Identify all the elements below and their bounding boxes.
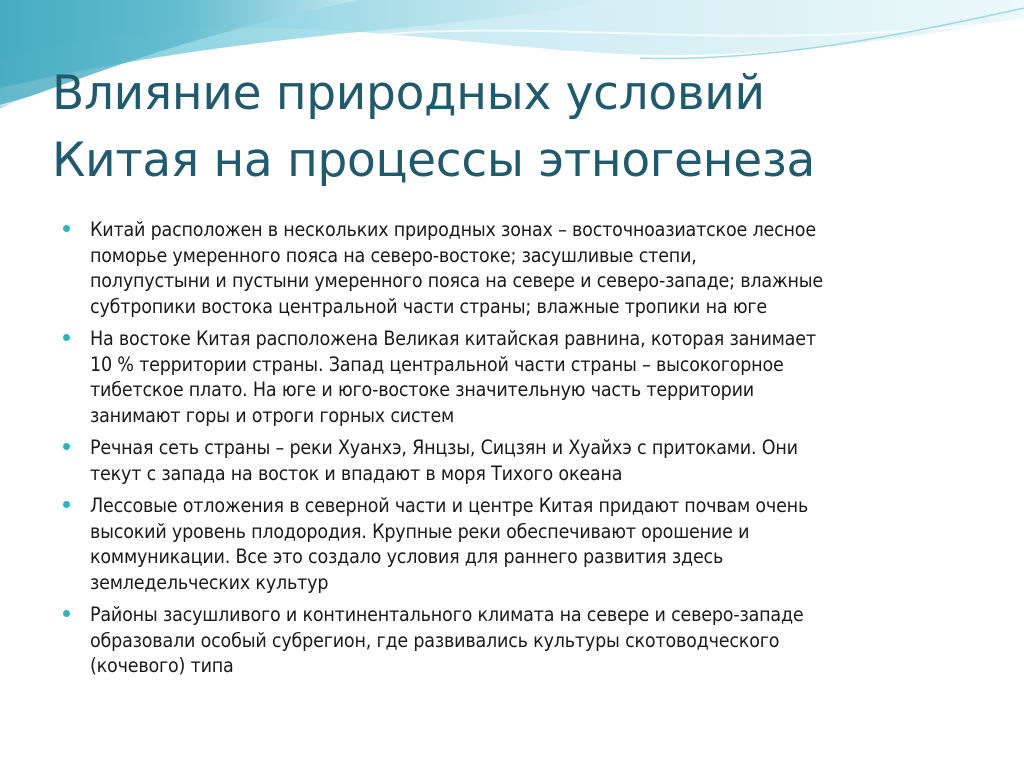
bullet-line: Лессовые отложения в северной части и центре Китая придают почвам очень bbox=[90, 494, 809, 517]
bullet-dot-icon bbox=[63, 610, 70, 617]
bullet-item bbox=[60, 435, 985, 486]
bullet-list bbox=[60, 217, 985, 686]
bullet-text bbox=[90, 602, 985, 679]
bullet-line: высокий уровень плодородия. Крупные реки обеспечивают орошение и bbox=[90, 519, 750, 543]
bullet-item bbox=[60, 493, 985, 595]
bullet-dot-icon bbox=[63, 501, 70, 508]
bullet-item bbox=[60, 602, 985, 679]
bullet-line: 10 % территории страны. Запад центральной части страны – высокогорное bbox=[90, 352, 784, 376]
bullet-text bbox=[90, 217, 985, 319]
bullet-line: земледельческих культур bbox=[90, 570, 329, 594]
bullet-line: Районы засушливого и континентального климата на севере и северо-западе bbox=[90, 603, 804, 626]
bullet-text bbox=[90, 326, 985, 428]
bullet-line: тибетское плато. На юге и юго-востоке значительную часть территории bbox=[90, 378, 754, 401]
bullet-line: занимают горы и отроги горных систем bbox=[90, 403, 455, 427]
bullet-line: образовали особый субрегион, где развивались культуры скотоводческого bbox=[90, 628, 780, 652]
bullet-text bbox=[90, 435, 985, 486]
bullet-line: (кочевого) типа bbox=[90, 654, 234, 677]
slide-title-line-1: Влияние природных условий bbox=[52, 66, 765, 121]
bullet-dot-icon bbox=[63, 443, 70, 450]
bullet-line: На востоке Китая расположена Великая китайская равнина, которая занимает bbox=[90, 327, 816, 350]
bullet-line: Китай расположен в нескольких природных зонах – восточноазиатское лесное bbox=[90, 218, 816, 241]
slide-title bbox=[52, 60, 992, 194]
bullet-line: поморье умеренного пояса на северо-востоке; засушливые степи, bbox=[90, 243, 697, 267]
bullet-line: текут с запада на восток и впадают в моря Тихого океана bbox=[90, 461, 623, 485]
bullet-line: Речная сеть страны – реки Хуанхэ, Янцзы, Сицзян и Хуайхэ с притоками. Они bbox=[90, 436, 798, 459]
bullet-item bbox=[60, 217, 985, 319]
bullet-line: коммуникации. Все это создало условия для раннего развития здесь bbox=[90, 545, 724, 568]
bullet-line: субтропики востока центральной части страны; влажные тропики на юге bbox=[90, 294, 768, 318]
bullet-line: полупустыни и пустыни умеренного пояса на севере и северо-западе; влажные bbox=[90, 269, 824, 292]
bullet-text bbox=[90, 493, 985, 595]
bullet-dot-icon bbox=[63, 225, 70, 232]
bullet-dot-icon bbox=[63, 334, 70, 341]
slide-title-line-2: Китая на процессы этногенеза bbox=[52, 133, 816, 188]
bullet-item bbox=[60, 326, 985, 428]
